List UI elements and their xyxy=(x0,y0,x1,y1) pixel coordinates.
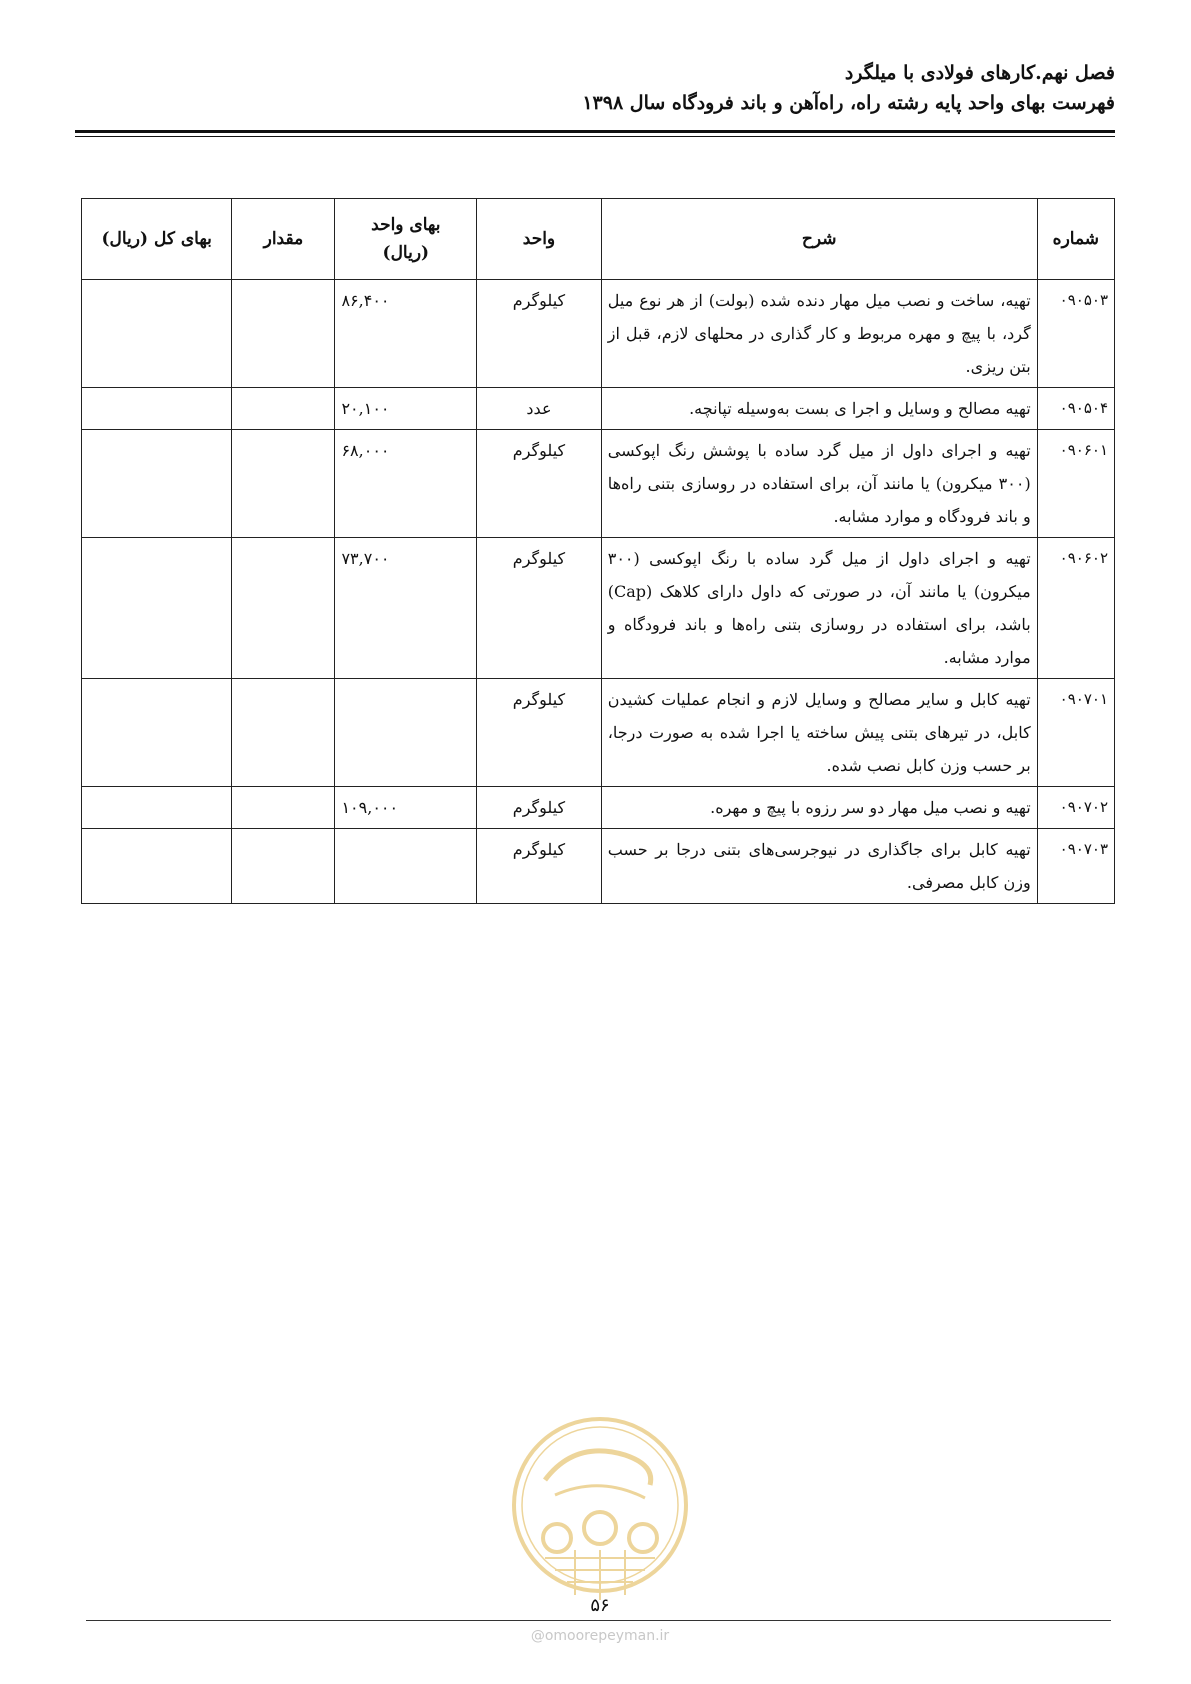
row-unit-price: ۶۸,۰۰۰ xyxy=(335,430,477,538)
header-unit-price: بهای واحد (ریال) xyxy=(335,199,477,280)
header-rule-thin xyxy=(75,136,1115,137)
table-row xyxy=(82,280,1115,388)
table-row xyxy=(82,538,1115,679)
row-unit-price: ۲۰,۱۰۰ xyxy=(335,388,477,430)
table-row xyxy=(82,787,1115,829)
page-header xyxy=(75,58,1115,118)
row-description: تهیه و اجرای داول از میل گرد ساده با پوشش رنگ اپوکسی (۳۰۰ میکرون) یا مانند آن، برای استفاده در روسازی بتنی راه‌ها و باند فرودگاه و موارد مشابه. xyxy=(601,430,1037,538)
table-row xyxy=(82,679,1115,787)
row-description: تهیه و نصب میل مهار دو سر رزوه با پیچ و مهره. xyxy=(601,787,1037,829)
row-total-price xyxy=(82,787,232,829)
row-description: تهیه کابل برای جاگذاری در نیوجرسی‌های بتنی درجا بر حسب وزن کابل مصرفی. xyxy=(601,829,1037,904)
row-description: تهیه و اجرای داول از میل گرد ساده با رنگ اپوکسی (۳۰۰ میکرون) یا مانند آن، در صورتی که داول دارای کلاهک (Cap) باشد، برای استفاده در روسازی بتنی راه‌ها و باند فرودگاه و موارد مشابه. xyxy=(601,538,1037,679)
row-code: ۰۹۰۵۰۳ xyxy=(1037,280,1114,388)
row-unit-price xyxy=(335,679,477,787)
header-unit: واحد xyxy=(477,199,602,280)
row-total-price xyxy=(82,538,232,679)
row-code: ۰۹۰۵۰۴ xyxy=(1037,388,1114,430)
row-unit: عدد xyxy=(477,388,602,430)
row-code: ۰۹۰۷۰۳ xyxy=(1037,829,1114,904)
row-unit-price xyxy=(335,829,477,904)
row-quantity xyxy=(232,787,335,829)
row-unit-price: ۱۰۹,۰۰۰ xyxy=(335,787,477,829)
row-unit: کیلوگرم xyxy=(477,787,602,829)
row-description: تهیه، ساخت و نصب میل مهار دنده شده (بولت) از هر نوع میل گرد، با پیچ و مهره مربوط و کار گذاری در محلهای لازم، قبل از بتن ریزی. xyxy=(601,280,1037,388)
row-unit-price: ۷۳,۷۰۰ xyxy=(335,538,477,679)
header-quantity: مقدار xyxy=(232,199,335,280)
row-unit-price: ۸۶,۴۰۰ xyxy=(335,280,477,388)
header-rule-thick xyxy=(75,130,1115,133)
row-description: تهیه مصالح و وسایل و اجرا ی بست به‌وسیله تپانچه. xyxy=(601,388,1037,430)
table-row xyxy=(82,829,1115,904)
row-total-price xyxy=(82,280,232,388)
row-total-price xyxy=(82,679,232,787)
table-header-row xyxy=(82,199,1115,280)
website-watermark: @omoorepeyman.ir xyxy=(530,1628,670,1644)
row-quantity xyxy=(232,538,335,679)
row-unit: کیلوگرم xyxy=(477,538,602,679)
row-quantity xyxy=(232,388,335,430)
row-code: ۰۹۰۶۰۱ xyxy=(1037,430,1114,538)
row-code: ۰۹۰۷۰۱ xyxy=(1037,679,1114,787)
chapter-title: فصل نهم.کارهای فولادی با میلگرد xyxy=(844,62,1115,84)
row-code: ۰۹۰۷۰۲ xyxy=(1037,787,1114,829)
row-quantity xyxy=(232,829,335,904)
row-total-price xyxy=(82,388,232,430)
row-description: تهیه کابل و سایر مصالح و وسایل لازم و انجام عملیات کشیدن کابل، در تیرهای بتنی پیش ساخته یا اجرا شده به صورت درجا، بر حسب وزن کابل نصب شده. xyxy=(601,679,1037,787)
table-row xyxy=(82,430,1115,538)
row-quantity xyxy=(232,430,335,538)
omoore-peyman-logo-icon xyxy=(505,1410,695,1610)
document-title: فهرست بهای واحد پایه رشته راه، راه‌آهن و باند فرودگاه سال ۱۳۹۸ xyxy=(582,92,1115,114)
row-quantity xyxy=(232,679,335,787)
page-number: ۵۶ xyxy=(590,1595,610,1616)
table-row xyxy=(82,388,1115,430)
row-unit: کیلوگرم xyxy=(477,829,602,904)
row-unit: کیلوگرم xyxy=(477,430,602,538)
row-quantity xyxy=(232,280,335,388)
header-description: شرح xyxy=(601,199,1037,280)
row-code: ۰۹۰۶۰۲ xyxy=(1037,538,1114,679)
footer-rule xyxy=(86,1620,1111,1621)
header-number: شماره xyxy=(1037,199,1114,280)
row-unit: کیلوگرم xyxy=(477,280,602,388)
header-total-price: بهای کل (ریال) xyxy=(82,199,232,280)
row-unit: کیلوگرم xyxy=(477,679,602,787)
row-total-price xyxy=(82,829,232,904)
price-list-table xyxy=(81,198,1115,904)
row-total-price xyxy=(82,430,232,538)
